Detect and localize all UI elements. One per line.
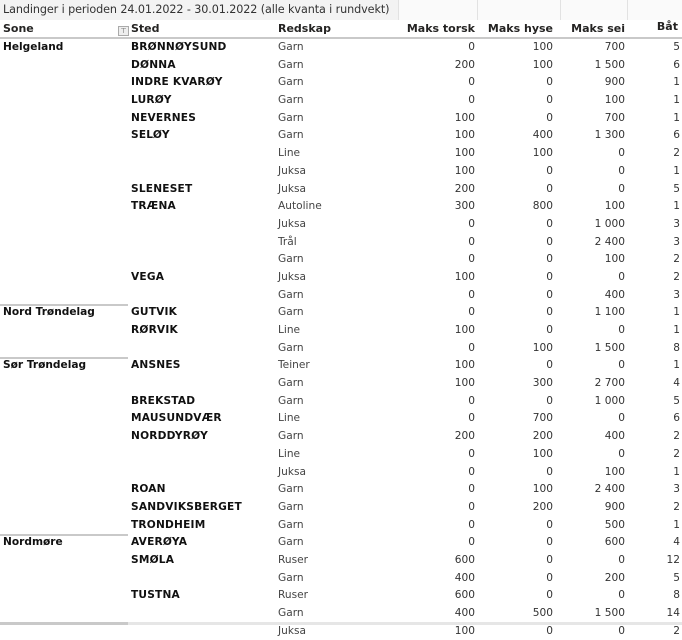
maks-hyse-cell: 0 (546, 465, 553, 478)
maks-sei-cell: 1 000 (594, 217, 625, 230)
baat-cell: 6 (673, 412, 680, 425)
maks-hyse-cell: 500 (532, 607, 553, 619)
maks-sei-cell: 200 (604, 571, 625, 584)
maks-hyse-cell: 0 (546, 235, 553, 248)
gear-cell: Ruser (278, 553, 308, 566)
zone-cell: Nordmøre (3, 536, 63, 549)
gear-cell: Garn (278, 518, 304, 531)
baat-cell: 5 (673, 394, 680, 407)
maks-hyse-cell: 0 (546, 394, 553, 407)
maks-torsk-cell: 0 (468, 94, 475, 107)
baat-cell: 3 (673, 483, 680, 496)
maks-sei-cell: 0 (618, 164, 625, 177)
table-row[interactable] (0, 234, 682, 252)
place-cell: SELØY (131, 129, 170, 142)
maks-sei-cell: 1 000 (594, 394, 625, 407)
place-cell: VEGA (131, 270, 165, 283)
gear-cell: Garn (278, 430, 304, 443)
maks-sei-cell: 0 (618, 553, 625, 566)
baat-cell: 2 (673, 500, 680, 513)
place-cell: SMØLA (131, 553, 175, 566)
place-cell: NORDDYRØY (131, 430, 208, 443)
place-cell: MAUSUNDVÆR (131, 412, 222, 425)
maks-torsk-cell: 0 (468, 412, 475, 425)
place-cell: TRÆNA (131, 200, 176, 213)
place-cell: ROAN (131, 483, 166, 496)
place-cell: INDRE KVARØY (131, 76, 223, 89)
table-row[interactable] (0, 304, 682, 322)
baat-cell: 1 (673, 111, 680, 124)
place-cell: NEVERNES (131, 111, 197, 124)
maks-torsk-cell: 100 (454, 624, 475, 637)
gear-cell: Garn (278, 41, 304, 53)
baat-cell: 1 (673, 306, 680, 319)
maks-hyse-cell: 700 (532, 412, 553, 425)
sort-filter-icon[interactable]: ⊤ (118, 26, 129, 36)
maks-sei-cell: 0 (618, 182, 625, 195)
maks-sei-cell: 1 500 (594, 607, 625, 619)
baat-cell: 1 (673, 200, 680, 213)
maks-sei-cell: 0 (618, 624, 625, 637)
table-title: Landinger i perioden 24.01.2022 - 30.01.2022 (alle kvanta i rundvekt) (3, 3, 390, 16)
maks-hyse-cell: 100 (532, 341, 553, 354)
baat-cell: 5 (673, 571, 680, 584)
maks-sei-cell: 0 (618, 447, 625, 460)
column-header-redskap[interactable]: Redskap (278, 22, 331, 35)
maks-hyse-cell: 300 (532, 377, 553, 390)
maks-hyse-cell: 0 (546, 324, 553, 336)
maks-hyse-cell: 0 (546, 111, 553, 124)
place-cell: SLENESET (131, 182, 193, 195)
maks-hyse-cell: 800 (532, 200, 553, 213)
table-row[interactable] (0, 481, 682, 499)
maks-torsk-cell: 100 (454, 129, 475, 142)
table-row[interactable] (0, 517, 682, 535)
baat-cell: 3 (673, 288, 680, 301)
maks-sei-cell: 2 400 (594, 235, 625, 248)
baat-cell: 3 (673, 217, 680, 230)
baat-cell: 8 (673, 341, 680, 354)
maks-torsk-cell: 100 (454, 147, 475, 160)
table-row[interactable] (0, 251, 682, 269)
gear-cell: Garn (278, 483, 304, 496)
baat-cell: 3 (673, 235, 680, 248)
maks-sei-cell: 1 300 (594, 129, 625, 142)
maks-torsk-cell: 100 (454, 324, 475, 336)
maks-sei-cell: 0 (618, 359, 625, 372)
gear-cell: Line (278, 447, 301, 460)
baat-cell: 2 (673, 447, 680, 460)
baat-cell: 2 (673, 624, 680, 637)
maks-hyse-cell: 0 (546, 76, 553, 89)
maks-torsk-cell: 100 (454, 111, 475, 124)
maks-torsk-cell: 600 (454, 589, 475, 602)
baat-cell: 8 (673, 589, 680, 602)
maks-sei-cell: 0 (618, 324, 625, 336)
maks-torsk-cell: 0 (468, 41, 475, 53)
maks-torsk-cell: 0 (468, 306, 475, 319)
maks-hyse-cell: 0 (546, 359, 553, 372)
column-header-maks-torsk[interactable]: Maks torsk (406, 22, 475, 35)
maks-sei-cell: 700 (604, 41, 625, 53)
table-row[interactable] (0, 587, 682, 605)
maks-torsk-cell: 200 (454, 182, 475, 195)
maks-torsk-cell: 100 (454, 359, 475, 372)
maks-torsk-cell: 0 (468, 536, 475, 549)
maks-sei-cell: 600 (604, 536, 625, 549)
table-header (0, 20, 682, 39)
baat-cell: 1 (673, 94, 680, 107)
table-row[interactable] (0, 623, 682, 640)
gear-cell: Juksa (278, 217, 306, 230)
place-cell: LURØY (131, 94, 172, 107)
maks-torsk-cell: 0 (468, 483, 475, 496)
place-cell: DØNNA (131, 58, 176, 71)
gear-cell: Garn (278, 111, 304, 124)
maks-hyse-cell: 0 (546, 306, 553, 319)
maks-torsk-cell: 0 (468, 465, 475, 478)
table-row[interactable] (0, 464, 682, 482)
title-cell (477, 0, 561, 20)
maks-sei-cell: 1 500 (594, 58, 625, 71)
baat-cell: 5 (673, 182, 680, 195)
maks-torsk-cell: 0 (468, 518, 475, 531)
table-row[interactable] (0, 39, 682, 57)
maks-torsk-cell: 600 (454, 553, 475, 566)
baat-cell: 14 (666, 607, 680, 619)
baat-cell: 2 (673, 253, 680, 266)
maks-torsk-cell: 0 (468, 341, 475, 354)
gear-cell: Garn (278, 341, 304, 354)
maks-torsk-cell: 0 (468, 288, 475, 301)
place-cell: GUTVIK (131, 306, 178, 319)
maks-sei-cell: 100 (604, 465, 625, 478)
maks-hyse-cell: 0 (546, 536, 553, 549)
baat-cell: 1 (673, 518, 680, 531)
gear-cell: Juksa (278, 182, 306, 195)
title-cell (398, 0, 478, 20)
table-row[interactable] (0, 57, 682, 75)
maks-hyse-cell: 0 (546, 288, 553, 301)
maks-hyse-cell: 0 (546, 94, 553, 107)
baat-cell: 6 (673, 129, 680, 142)
gear-cell: Garn (278, 394, 304, 407)
maks-torsk-cell: 100 (454, 164, 475, 177)
place-cell: RØRVIK (131, 324, 178, 336)
table-row[interactable] (0, 410, 682, 428)
zone-cell: Sør Trøndelag (3, 359, 87, 372)
table-body (0, 39, 682, 640)
gear-cell: Garn (278, 58, 304, 71)
gear-cell: Garn (278, 571, 304, 584)
table-row[interactable] (0, 74, 682, 92)
maks-hyse-cell: 0 (546, 182, 553, 195)
table-row[interactable] (0, 269, 682, 287)
title-cell (560, 0, 628, 20)
maks-sei-cell: 2 700 (594, 377, 625, 390)
table-row[interactable] (0, 605, 682, 623)
column-header-maks-hyse[interactable]: Maks hyse (487, 22, 553, 35)
table-row[interactable] (0, 127, 682, 145)
table-row[interactable] (0, 428, 682, 446)
maks-sei-cell: 100 (604, 200, 625, 213)
table-row[interactable] (0, 198, 682, 216)
gear-cell: Garn (278, 129, 304, 142)
column-header-baat[interactable]: Båt (656, 20, 678, 33)
maks-hyse-cell: 0 (546, 589, 553, 602)
title-cell (627, 0, 682, 20)
gear-cell: Garn (278, 288, 304, 301)
maks-sei-cell: 900 (604, 76, 625, 89)
place-cell: BRØNNØYSUND (131, 41, 227, 53)
maks-torsk-cell: 300 (454, 200, 475, 213)
gear-cell: Garn (278, 306, 304, 319)
baat-cell: 5 (673, 41, 680, 53)
gear-cell: Line (278, 412, 301, 425)
place-cell: SANDVIKSBERGET (131, 500, 242, 513)
table-row[interactable] (0, 393, 682, 411)
maks-hyse-cell: 100 (532, 447, 553, 460)
gear-cell: Juksa (278, 164, 306, 177)
maks-torsk-cell: 0 (468, 217, 475, 230)
maks-sei-cell: 1 500 (594, 341, 625, 354)
place-cell: BREKSTAD (131, 394, 196, 407)
maks-hyse-cell: 0 (546, 624, 553, 637)
zone-cell: Helgeland (3, 41, 64, 53)
baat-cell: 2 (673, 270, 680, 283)
maks-hyse-cell: 400 (532, 129, 553, 142)
maks-torsk-cell: 0 (468, 76, 475, 89)
maks-sei-cell: 700 (604, 111, 625, 124)
maks-hyse-cell: 100 (532, 58, 553, 71)
maks-sei-cell: 500 (604, 518, 625, 531)
maks-sei-cell: 0 (618, 147, 625, 160)
table-row[interactable] (0, 340, 682, 358)
maks-torsk-cell: 100 (454, 270, 475, 283)
maks-sei-cell: 900 (604, 500, 625, 513)
table-row[interactable] (0, 163, 682, 181)
gear-cell: Garn (278, 500, 304, 513)
place-cell: ANSNES (131, 359, 181, 372)
table-row[interactable] (0, 110, 682, 128)
baat-cell: 1 (673, 324, 680, 336)
maks-hyse-cell: 0 (546, 270, 553, 283)
maks-hyse-cell: 0 (546, 253, 553, 266)
baat-cell: 4 (673, 377, 680, 390)
table-row[interactable] (0, 287, 682, 305)
gear-cell: Line (278, 147, 301, 160)
maks-torsk-cell: 0 (468, 500, 475, 513)
maks-sei-cell: 100 (604, 253, 625, 266)
gear-cell: Teiner (278, 359, 310, 372)
maks-hyse-cell: 100 (532, 41, 553, 53)
maks-hyse-cell: 0 (546, 571, 553, 584)
table-row[interactable] (0, 570, 682, 588)
maks-torsk-cell: 400 (454, 607, 475, 619)
gear-cell: Garn (278, 94, 304, 107)
table-row[interactable] (0, 499, 682, 517)
baat-cell: 1 (673, 359, 680, 372)
gear-cell: Garn (278, 377, 304, 390)
maks-sei-cell: 400 (604, 288, 625, 301)
gear-cell: Garn (278, 76, 304, 89)
maks-hyse-cell: 200 (532, 500, 553, 513)
maks-torsk-cell: 200 (454, 58, 475, 71)
gear-cell: Autoline (278, 200, 322, 213)
baat-cell: 4 (673, 536, 680, 549)
gear-cell: Juksa (278, 270, 306, 283)
gear-cell: Juksa (278, 465, 306, 478)
baat-cell: 2 (673, 430, 680, 443)
maks-hyse-cell: 0 (546, 164, 553, 177)
place-cell: AVERØYA (131, 536, 188, 549)
place-cell: TUSTNA (131, 589, 180, 602)
baat-cell: 2 (673, 147, 680, 160)
maks-torsk-cell: 100 (454, 377, 475, 390)
maks-sei-cell: 0 (618, 589, 625, 602)
maks-torsk-cell: 200 (454, 430, 475, 443)
column-header-sted[interactable]: Sted (131, 22, 160, 35)
maks-sei-cell: 0 (618, 412, 625, 425)
gear-cell: Line (278, 324, 301, 336)
maks-hyse-cell: 0 (546, 518, 553, 531)
zone-cell: Nord Trøndelag (3, 306, 95, 319)
gear-cell: Garn (278, 536, 304, 549)
maks-sei-cell: 1 100 (594, 306, 625, 319)
maks-sei-cell: 2 400 (594, 483, 625, 496)
maks-hyse-cell: 0 (546, 217, 553, 230)
maks-hyse-cell: 100 (532, 147, 553, 160)
maks-hyse-cell: 200 (532, 430, 553, 443)
title-row (0, 0, 682, 20)
maks-sei-cell: 400 (604, 430, 625, 443)
maks-torsk-cell: 400 (454, 571, 475, 584)
baat-cell: 1 (673, 76, 680, 89)
baat-cell: 6 (673, 58, 680, 71)
table-row[interactable] (0, 375, 682, 393)
maks-sei-cell: 100 (604, 94, 625, 107)
gear-cell: Juksa (278, 624, 306, 637)
table-row[interactable] (0, 534, 682, 552)
baat-cell: 1 (673, 164, 680, 177)
table-row[interactable] (0, 216, 682, 234)
maks-hyse-cell: 0 (546, 553, 553, 566)
maks-torsk-cell: 0 (468, 235, 475, 248)
gear-cell: Garn (278, 253, 304, 266)
maks-hyse-cell: 100 (532, 483, 553, 496)
gear-cell: Garn (278, 607, 304, 619)
maks-sei-cell: 0 (618, 270, 625, 283)
table-row[interactable] (0, 92, 682, 110)
maks-torsk-cell: 0 (468, 253, 475, 266)
table-row[interactable] (0, 552, 682, 570)
gear-cell: Trål (278, 235, 297, 248)
gear-cell: Ruser (278, 589, 308, 602)
table-row[interactable] (0, 145, 682, 163)
table-row[interactable] (0, 446, 682, 464)
column-header-maks-sei[interactable]: Maks sei (571, 22, 625, 35)
place-cell: TRONDHEIM (131, 518, 206, 531)
baat-cell: 12 (666, 553, 680, 566)
maks-torsk-cell: 0 (468, 394, 475, 407)
table-row[interactable] (0, 357, 682, 375)
column-header-sone[interactable]: Sone (3, 22, 34, 35)
table-row[interactable] (0, 181, 682, 199)
table-row[interactable] (0, 322, 682, 340)
baat-cell: 1 (673, 465, 680, 478)
maks-torsk-cell: 0 (468, 447, 475, 460)
